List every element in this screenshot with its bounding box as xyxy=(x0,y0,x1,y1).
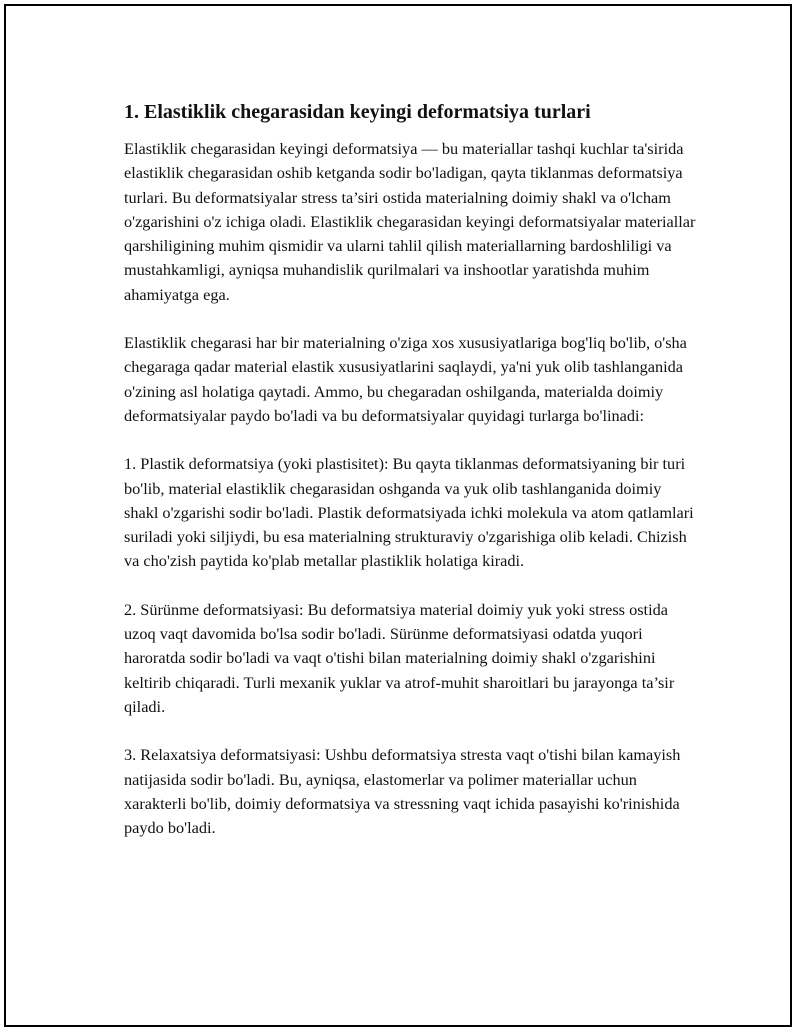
document-body xyxy=(124,98,699,864)
paragraph-relaxation-deformation: 3. Relaxatsiya deformatsiyasi: Ushbu deformatsiya stresta vaqt o'tishi bilan kamayish natijasida sodir bo'ladi. Bu, ayniqsa, elastomerlar va polimer materiallar uchun xarakterli bo'lib, doimiy deformatsiya va stressning vaqt ichida pasayishi ko'rinishida paydo bo'ladi. xyxy=(124,745,681,838)
paragraph-intro: Elastiklik chegarasidan keyingi deformatsiya — bu materiallar tashqi kuchlar ta'sirida elastiklik chegarasidan oshib ketganda sodir bo'ladigan, qayta tiklanmas deformatsiya turlari. Bu deformatsiyalar stress ta’siri ostida materialning doimiy shakl va o'lcham o'zgarishini o'z ichiga oladi. Elastiklik chegarasidan keyingi deformatsiyalar materiallar qarshiligining muhim qismidir va ularni tahlil qilish materiallarning bardoshliligi va mustahkamligi, ayniqsa muhandislik qurilmalari va inshootlar yaratishda muhim ahamiyatga ega. xyxy=(124,139,696,304)
page-frame xyxy=(4,4,792,1027)
section-heading: 1. Elastiklik chegarasidan keyingi deformatsiya turlari xyxy=(124,101,591,123)
paragraph-elastic-limit: Elastiklik chegarasi har bir materialning o'ziga xos xususiyatlariga bog'liq bo'lib, o'sha chegaraga qadar material elastik xususiyatlarini saqlaydi, ya'ni yuk olib tashlanganida o'zining asl holatiga qaytadi. Ammo, bu chegaradan oshilganda, materialda doimiy deformatsiyalar paydo bo'ladi va bu deformatsiyalar quyidagi turlarga bo'linadi: xyxy=(124,333,687,425)
paragraph-plastic-deformation: 1. Plastik deformatsiya (yoki plastisitet): Bu qayta tiklanmas deformatsiyaning bir turi bo'lib, material elastiklik chegarasidan oshganda va yuk olib tashlanganida doimiy shakl o'zgarishi sodir bo'ladi. Plastik deformatsiyada ichki molekula va atom qatlamlari suriladi yoki siljiydi, bu esa materialning strukturaviy o'zgarishiga olib keladi. Chizish va cho'zish paytida ko'plab metallar plastiklik holatiga kiradi. xyxy=(124,454,694,571)
paragraph-creep-deformation: 2. Sürünme deformatsiyasi: Bu deformatsiya material doimiy yuk yoki stress ostida uzoq vaqt davomida bo'lsa sodir bo'ladi. Sürünme deformatsiyasi odatda yuqori haroratda sodir bo'ladi va vaqt o'tishi bilan materialning doimiy shakl o'zgarishini keltirib chiqaradi. Turli mexanik yuklar va atrof-muhit sharoitlari bu jarayonga ta’sir qiladi. xyxy=(124,599,675,716)
